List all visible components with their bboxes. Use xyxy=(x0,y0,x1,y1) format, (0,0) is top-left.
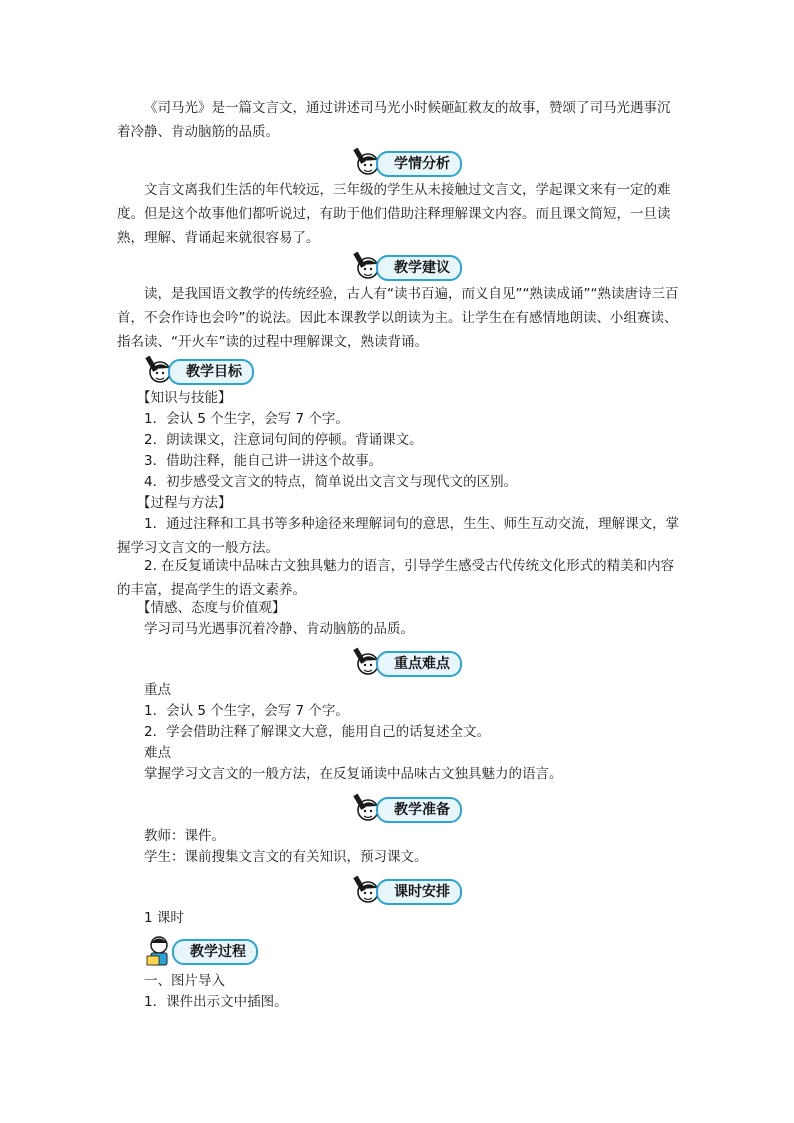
section-header-schedule xyxy=(352,874,464,904)
section-header-process xyxy=(144,934,256,964)
key-item: 1．会认 5 个生字，会写 7 个字。 xyxy=(144,703,349,719)
emotion-text: 学习司马光遇事沉着冷静、肯动脑筋的品质。 xyxy=(144,621,414,637)
section-header-suggestion xyxy=(352,250,464,280)
process-step-item: 1．课件出示文中插图。 xyxy=(144,994,288,1010)
section-title: 重点难点 xyxy=(376,651,462,677)
difficult-label: 难点 xyxy=(144,745,171,761)
analysis-paragraph: 文言文离我们生活的年代较远，三年级的学生从未接触过文言文，学起课文来有一定的难度。但是这个故事他们都听说过，有助于他们借助注释理解课文内容。而且课文简短，一旦读熟，理解、背诵起来就很容易了。 xyxy=(117,182,671,246)
key-item: 2．学会借助注释了解课文大意，能用自己的话复述全文。 xyxy=(144,724,491,740)
knowledge-item: 3．借助注释，能自己讲一讲这个故事。 xyxy=(144,453,383,469)
section-title: 教学过程 xyxy=(172,939,258,965)
section-header-goals xyxy=(144,354,256,384)
process-item: 2. 在反复诵读中品味古文独具魅力的语言，引导学生感受古代传统文化形式的精美和内容的丰富，提高学生的语文素养。 xyxy=(117,558,675,598)
knowledge-item: 4．初步感受文言文的特点，简单说出文言文与现代文的区别。 xyxy=(144,474,518,490)
teacher-prep: 教师：课件。 xyxy=(144,828,225,844)
section-header-preparation xyxy=(352,792,464,822)
section-title: 教学准备 xyxy=(376,797,462,823)
emotion-label: 【情感、态度与价值观】 xyxy=(137,600,286,616)
process-item: 1．通过注释和工具书等多种途径来理解词句的意思，生生、师生互动交流，理解课文，掌握学习文言文的一般方法。 xyxy=(117,516,680,556)
key-label: 重点 xyxy=(144,682,171,698)
section-title: 学情分析 xyxy=(376,151,462,177)
process-label: 【过程与方法】 xyxy=(137,495,232,511)
suggestion-paragraph: 读，是我国语文教学的传统经验，古人有“读书百遍，而义自见”“熟读成诵”“熟读唐诗三百首，不会作诗也会吟”的说法。因此本课教学以朗读为主。让学生在有感情地朗读、小组赛读、指名读、“开火车”读的过程中理解课文，熟读背诵。 xyxy=(117,286,679,350)
knowledge-label: 【知识与技能】 xyxy=(137,390,232,406)
section-title: 课时安排 xyxy=(376,879,462,905)
section-title: 教学建议 xyxy=(376,255,462,281)
process-step: 一、图片导入 xyxy=(144,973,225,989)
student-prep: 学生：课前搜集文言文的有关知识，预习课文。 xyxy=(144,849,428,865)
knowledge-item: 1．会认 5 个生字，会写 7 个字。 xyxy=(144,411,349,427)
section-header-keypoints xyxy=(352,646,464,676)
knowledge-item: 2．朗读课文，注意词句间的停顿。背诵课文。 xyxy=(144,432,423,448)
difficult-text: 掌握学习文言文的一般方法，在反复诵读中品味古文独具魅力的语言。 xyxy=(144,766,563,782)
schedule-text: 1 课时 xyxy=(144,910,184,926)
section-title: 教学目标 xyxy=(168,359,254,385)
section-header-analysis xyxy=(352,146,464,176)
intro-paragraph: 《司马光》是一篇文言文，通过讲述司马光小时候砸缸救友的故事，赞颂了司马光遇事沉着冷静、肯动脑筋的品质。 xyxy=(117,100,671,140)
